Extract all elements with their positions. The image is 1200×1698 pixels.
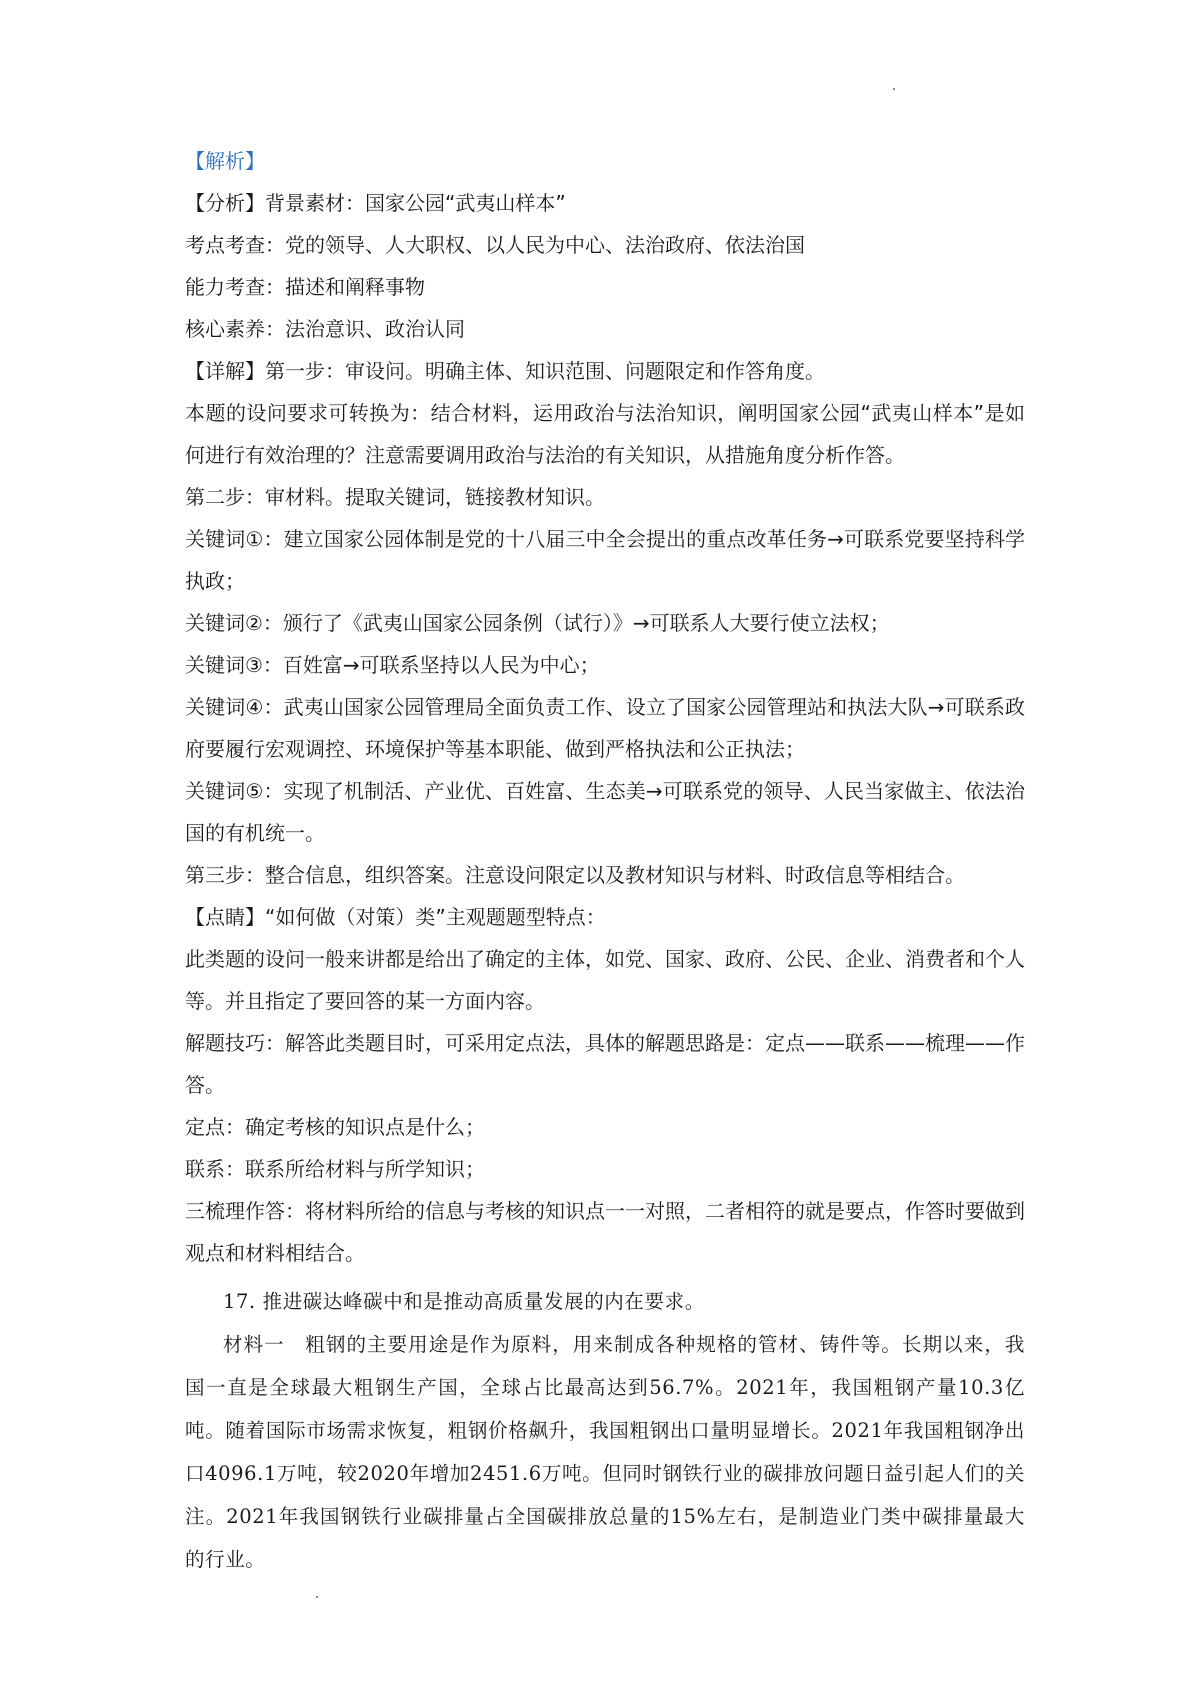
question-17-title: 17. 推进碳达峰碳中和是推动高质量发展的内在要求。 xyxy=(223,1290,705,1313)
detail-step-one: 【详解】第一步：审设问。明确主体、知识范围、问题限定和作答角度。 xyxy=(185,359,825,383)
analysis-exam-points: 考点考查：党的领导、人大职权、以人民为中心、法治政府、依法治国 xyxy=(185,233,805,257)
tip-characteristics: 此类题的设问一般来讲都是给出了确定的主体，如党、国家、政府、公民、企业、消费者和个人等。并且指定了要回答的某一方面内容。 xyxy=(185,947,1025,1013)
analysis-label: 【解析】 xyxy=(185,149,265,173)
document-body xyxy=(185,140,1025,1581)
analysis-background: 【分析】背景素材：国家公园“武夷山样本” xyxy=(185,191,566,215)
analysis-ability: 能力考查：描述和阐释事物 xyxy=(185,275,425,299)
tip-organize-answer: 三梳理作答：将材料所给的信息与考核的知识点一一对照，二者相符的就是要点，作答时要做到观点和材料相结合。 xyxy=(185,1199,1025,1265)
scan-dot-bottom xyxy=(316,1596,318,1598)
keyword-4: 关键词④：武夷山国家公园管理局全面负责工作、设立了国家公园管理站和执法大队→可联系政府要履行宏观调控、环境保护等基本职能、做到严格执法和公正执法； xyxy=(185,695,1025,761)
tip-fix-point: 定点：确定考核的知识点是什么； xyxy=(185,1115,485,1139)
keyword-5: 关键词⑤：实现了机制活、产业优、百姓富、生态美→可联系党的领导、人民当家做主、依法治国的有机统一。 xyxy=(185,779,1025,845)
keyword-2: 关键词②：颁行了《武夷山国家公园条例（试行）》→可联系人大要行使立法权； xyxy=(185,611,890,635)
question-17-material-1: 材料一 粗钢的主要用途是作为原料，用来制成各种规格的管材、铸件等。长期以来，我国一直是全球最大粗钢生产国，全球占比最高达到56.7%。2021年，我国粗钢产量10.3亿吨。随着国际市场需求恢复，粗钢价格飙升，我国粗钢出口量明显增长。2021年我国粗钢净出口4096.1万吨，较2020年增加2451.6万吨。但同时钢铁行业的碳排放问题日益引起人们的关注。2021年我国钢铁行业碳排量占全国碳排放总量的15%左右，是制造业门类中碳排量最大的行业。 xyxy=(185,1333,1025,1571)
tip-heading: 【点睛】“如何做（对策）类”主观题题型特点： xyxy=(185,905,606,929)
detail-step-three: 第三步：整合信息，组织答案。注意设问限定以及教材知识与材料、时政信息等相结合。 xyxy=(185,863,965,887)
tip-connect: 联系：联系所给材料与所学知识； xyxy=(185,1157,485,1181)
detail-step-two: 第二步：审材料。提取关键词，链接教材知识。 xyxy=(185,485,605,509)
keyword-1: 关键词①：建立国家公园体制是党的十八届三中全会提出的重点改革任务→可联系党要坚持科学执政； xyxy=(185,527,1025,593)
analysis-core-literacy: 核心素养：法治意识、政治认同 xyxy=(185,317,465,341)
detail-question-conversion: 本题的设问要求可转换为：结合材料，运用政治与法治知识，阐明国家公园“武夷山样本”是如何进行有效治理的？注意需要调用政治与法治的有关知识，从措施角度分析作答。 xyxy=(185,401,1025,467)
scan-dot-top xyxy=(893,88,895,90)
tip-technique: 解题技巧：解答此类题目时，可采用定点法，具体的解题思路是：定点——联系——梳理——作答。 xyxy=(185,1031,1025,1097)
keyword-3: 关键词③：百姓富→可联系坚持以人民为中心； xyxy=(185,653,600,677)
